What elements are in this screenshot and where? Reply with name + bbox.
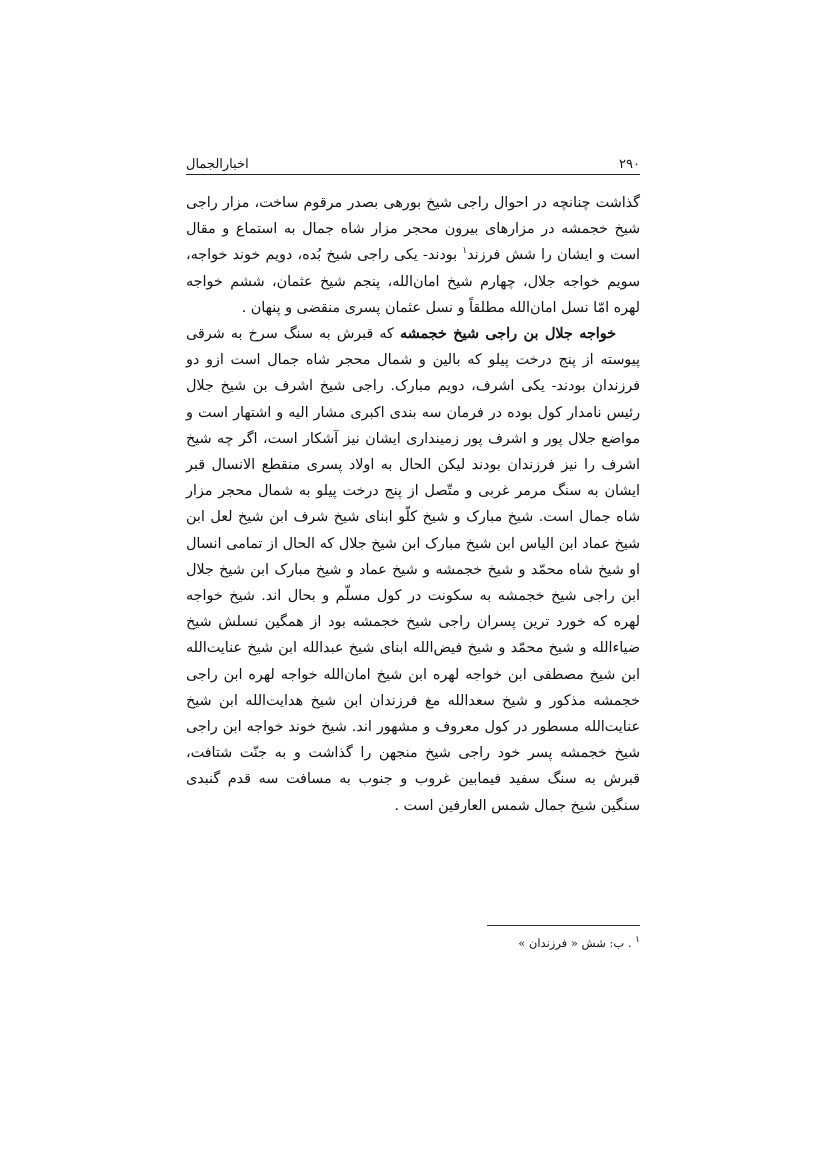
running-title: اخبارالجمال — [186, 157, 249, 172]
footnote-divider — [487, 925, 640, 926]
paragraph-2-text: که قبرش به سنگ سرخ به شرقی پیوسته از پنج درخت پیلو که بالین و شمال محجر شاه جمال است ازو دو فرزندان بودند- یکی اشرف، دویم مبارک. راجی شیخ اشرف بن شیخ جلال رئیس نامدار کول بوده در فرمان سه بندی اکبری مشار الیه و اشتهار است و مواضع جلال پور و اشرف پور زمینداری ایشان نیز آشکار است، اگر چه شیخ اشرف را نیز فرزندان بودند لیکن الحال به اولاد پسری منقطع الانسال قبر ایشان به سنگ مرمر غربی و متّصل از پنج درخت پیلو به شمال محجر مزار شاه جمال است. شیخ مبارک و شیخ کلّو ابنای شیخ شرف ابن شیخ لعل ابن شیخ عماد ابن الیاس ابن شیخ مبارک ابن شیخ جلال که الحال از تمامی انسال او شیخ شاه محمّد و شیخ خجمشه و شیخ عماد و شیخ مبارک ابن شیخ جلال ابن راجی شیخ خجمشه به سکونت در کول مسلّم و بحال اند. شیخ خواجه لهره که خورد ترین پسران راجی شیخ خجمشه بود از همگین نسلش شیخ ضیاءالله و شیخ محمّد و شیخ فیض‌الله ابنای شیخ عبدالله ابن شیخ عنایت‌الله ابن شیخ مصطفی ابن خواجه لهره ابن شیخ امان‌الله خواجه لهره ابن راجی خجمشه مذکور و شیخ سعدالله مغ فرزندان ابن شیخ هدایت‌الله ابن شیخ عنایت‌الله مسطور در کول معروف و مشهور اند. شیخ خوند خواجه ابن راجی شیخ خجمشه پسر خود راجی شیخ منجهن را گذاشت و به جنّت شتافت، قبرش به سنگ سفید فیمابین غروب و جنوب به مسافت سه قدم گنبدی سنگین شیخ جمال شمس العارفین است . — [186, 326, 640, 814]
page-number: ۲۹۰ — [619, 157, 640, 172]
paragraph-1-text-b: بودند- یکی راجی شیخ بُده، دویم خوند خواجه، سویم خواجه جلال، چهارم شیخ امان‌الله، پنجم شیخ عثمان، ششم خواجه لهره امّا نسل امان‌الله مطلقاً و نسل عثمان پسری منقضی و پنهان . — [186, 247, 640, 316]
footnote — [186, 934, 640, 952]
paragraph-1 — [186, 190, 640, 321]
page-header — [186, 150, 640, 175]
footnote-reference: ۱ — [462, 246, 468, 257]
footnote-text: . ب: شش « فرزندان » — [518, 936, 632, 950]
paragraph-1-text-a: گذاشت چنانچه در احوال راجی شیخ بورهی بصدر مرقوم ساخت، مزار راجی شیخ خجمشه در مزارهای بیرون محجر مزار شاه جمال به استماع و مقال است و ایشان را شش فرزند — [186, 195, 640, 264]
footnote-marker: ۱ — [635, 935, 640, 946]
section-heading: خواجه جلال بن راجی شیخ خجمشه — [399, 326, 616, 343]
body-text — [186, 190, 640, 819]
paragraph-2 — [186, 321, 640, 819]
